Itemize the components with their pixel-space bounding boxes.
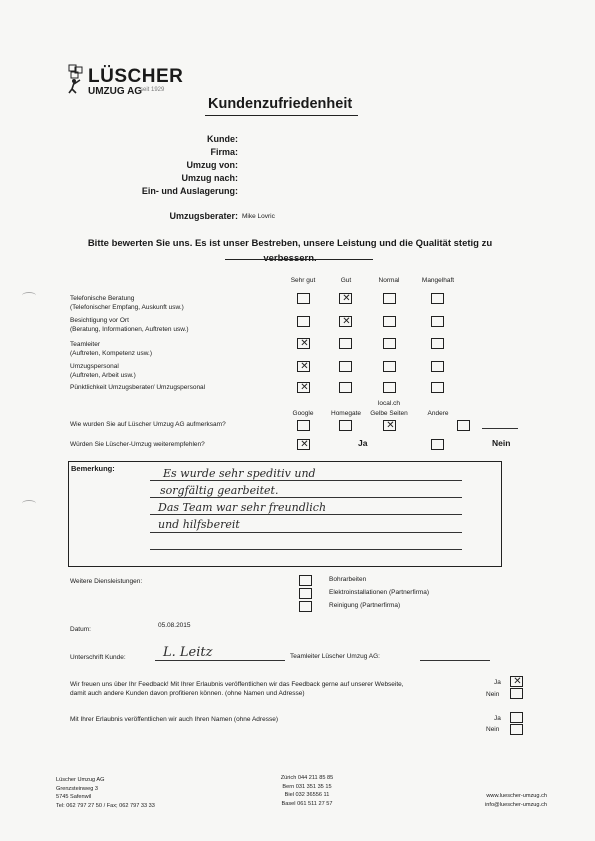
rating-checkbox[interactable] [339, 293, 352, 304]
rating-checkbox[interactable] [339, 316, 352, 327]
publish-name-yes-checkbox[interactable] [510, 712, 523, 723]
rating-row-sublabel: (Beratung, Informationen, Auftreten usw.) [70, 325, 189, 333]
remarks-text-line: Das Team war sehr freundlich [158, 501, 327, 514]
rating-row-sublabel: (Auftreten, Arbeit usw.) [70, 371, 136, 379]
footer-branch-line: Zürich 044 211 85 85 [280, 775, 334, 781]
rating-row-personal [70, 363, 136, 380]
date-label: Datum: [70, 626, 91, 633]
publish-name-yes-label: Ja [494, 715, 501, 722]
intro-underline [225, 259, 373, 260]
source-checkbox-localch[interactable] [383, 420, 396, 431]
check-mark-icon: ✕ [300, 338, 309, 349]
footer-website-link[interactable]: www.luescher-umzug.ch [486, 793, 547, 799]
remarks-text-line: Es wurde sehr speditiv und [163, 467, 316, 480]
recommend-yes-label: Ja [358, 438, 368, 448]
rating-checkbox[interactable] [383, 382, 396, 393]
service-checkbox-bohrarbeiten[interactable] [299, 575, 312, 586]
footer-address-line: Tel: 062 797 27 50 / Fax; 062 797 33 33 [56, 802, 155, 809]
remarks-line [150, 514, 462, 515]
rating-checkbox[interactable] [297, 293, 310, 304]
service-elektro: Elektroinstallationen (Partnerfirma) [329, 589, 430, 596]
signature-customer-value: L. Leitz [163, 645, 213, 660]
rating-row-puenktlichkeit [70, 384, 205, 393]
rating-checkbox[interactable] [339, 382, 352, 393]
check-mark-icon: ✕ [386, 420, 395, 431]
publish-feedback-yes-label: Ja [494, 679, 501, 686]
footer-email-link[interactable]: info@luescher-umzug.ch [485, 801, 547, 808]
field-label-kunde: Kunde: [207, 134, 238, 144]
source-option-andere: Andere [427, 410, 449, 417]
publish-name-text: Mit Ihrer Erlaubnis veröffentlichen wir auch Ihren Namen (ohne Adresse) [70, 716, 278, 723]
rating-col-sehr-gut: Sehr gut [290, 277, 316, 284]
check-mark-icon: ✕ [300, 382, 309, 393]
rating-row-label: Pünktlichkeit Umzugsberater/ Umzugspersonal [70, 384, 206, 391]
date-value: 05.08.2015 [158, 622, 191, 629]
rating-checkbox[interactable] [383, 293, 396, 304]
rating-row-teamleiter [70, 341, 152, 358]
footer-branch-line: Basel 061 511 27 57 [281, 800, 333, 807]
signature-customer-label: Unterschrift Kunde: [70, 654, 126, 661]
recommend-no-label: Nein [492, 438, 511, 448]
service-checkbox-reinigung[interactable] [299, 601, 312, 612]
rating-checkbox[interactable] [431, 382, 444, 393]
field-label-einlagerung: Ein- und Auslagerung: [141, 186, 238, 196]
rating-checkbox[interactable] [339, 361, 352, 372]
signature-teamleader-label: Teamleiter Lüscher Umzug AG: [290, 653, 380, 660]
rating-row-label: Umzugspersonal [70, 363, 119, 370]
check-mark-icon: ✕ [300, 439, 309, 450]
recommend-yes-checkbox[interactable] [297, 439, 310, 450]
rating-checkbox[interactable] [383, 338, 396, 349]
rating-checkbox[interactable] [297, 361, 310, 372]
publish-name-no-label: Nein [486, 726, 500, 733]
footer-address [56, 776, 155, 810]
check-mark-icon: ✕ [300, 361, 309, 372]
source-checkbox-andere[interactable] [457, 420, 470, 431]
field-label-umzug-von: Umzug von: [186, 160, 238, 170]
publish-feedback-text [70, 681, 404, 698]
logo-since: seit 1929 [140, 87, 165, 93]
check-mark-icon: ✕ [513, 676, 522, 687]
footer-web [455, 792, 547, 809]
source-option-homegate: Homegate [331, 410, 361, 417]
signature-teamleader-line [420, 660, 490, 661]
services-label: Weitere Diensleistungen: [70, 578, 143, 585]
rating-checkbox[interactable] [431, 293, 444, 304]
source-checkbox-homegate[interactable] [339, 420, 352, 431]
rating-row-label: Telefonische Beratung [70, 295, 135, 302]
advisor-value: Mike Lovric [242, 213, 275, 220]
intro-text: Bitte bewerten Sie uns. Es ist unser Bestreben, unsere Leistung und die Qualität stetig zu [87, 238, 493, 249]
title-underline [205, 115, 358, 116]
check-mark-icon: ✕ [342, 316, 351, 327]
publish-feedback-yes-checkbox[interactable] [510, 676, 523, 687]
publish-feedback-line: Wir freuen uns über Ihr Feedback! Mit Ihrer Erlaubnis veröffentlichen wir das Feedback gerne auf unserer Webseite, [70, 681, 404, 688]
footer-address-line: Lüscher Umzug AG [56, 777, 105, 783]
remarks-text-line: sorgfältig gearbeitet. [160, 484, 279, 497]
rating-checkbox[interactable] [339, 338, 352, 349]
rating-checkbox[interactable] [297, 338, 310, 349]
source-option-top-localch: local.ch [377, 400, 401, 407]
source-checkbox-google[interactable] [297, 420, 310, 431]
mover-figure-icon [66, 64, 88, 94]
footer-branch-line: Biel 032 36556 11 [284, 792, 330, 798]
footer-branches [262, 774, 352, 808]
footer-branch-line: Bern 031 351 35 15 [282, 783, 332, 790]
rating-row-sublabel: (Telefonischer Empfang, Auskunft usw.) [70, 303, 184, 311]
remarks-text-line: und hilfsbereit [158, 518, 240, 531]
advisor-label: Umzugsberater: [169, 211, 238, 221]
check-mark-icon: ✕ [342, 293, 351, 304]
remarks-label: Bemerkung: [71, 464, 115, 473]
rating-checkbox[interactable] [297, 382, 310, 393]
rating-row-telefon [70, 295, 184, 312]
publish-feedback-line: damit auch andere Kunden davon profitieren können. (ohne Namen und Adresse) [70, 689, 305, 697]
rating-col-mangelhaft: Mangelhaft [421, 277, 455, 284]
service-checkbox-elektro[interactable] [299, 588, 312, 599]
source-option-gelbe-seiten: Gelbe Seiten [370, 410, 408, 417]
remarks-line [150, 549, 462, 550]
punch-hole-mark [22, 500, 36, 507]
page-title: Kundenzufriedenheit [208, 96, 353, 112]
source-andere-line [482, 428, 518, 429]
footer-address-line: 5745 Safenwil [56, 794, 92, 800]
publish-feedback-no-checkbox[interactable] [510, 688, 523, 699]
rating-checkbox[interactable] [431, 338, 444, 349]
signature-customer-line [155, 660, 285, 661]
rating-checkbox[interactable] [383, 361, 396, 372]
punch-hole-mark [22, 292, 36, 299]
rating-checkbox[interactable] [383, 316, 396, 327]
source-question: Wie wurden Sie auf Lüscher Umzug AG aufmerksam? [70, 421, 226, 428]
service-reinigung: Reinigung (Partnerfirma) [329, 602, 401, 609]
rating-checkbox[interactable] [431, 361, 444, 372]
service-bohrarbeiten: Bohrarbeiten [329, 576, 367, 583]
recommend-no-checkbox[interactable] [431, 439, 444, 450]
rating-checkbox[interactable] [431, 316, 444, 327]
remarks-line [150, 532, 462, 533]
field-label-umzug-nach: Umzug nach: [181, 173, 238, 183]
rating-row-label: Besichtigung vor Ort [70, 317, 129, 324]
logo-subtitle: UMZUG AG [88, 86, 143, 97]
footer-address-line: Grenzsteinweg 3 [56, 785, 98, 792]
rating-col-gut: Gut [340, 277, 352, 284]
rating-row-sublabel: (Auftreten, Kompetenz usw.) [70, 349, 153, 357]
logo-wordmark: LÜSCHER [88, 66, 184, 87]
rating-row-besichtigung [70, 317, 189, 334]
rating-row-label: Teamleiter [70, 341, 100, 348]
publish-name-no-checkbox[interactable] [510, 724, 523, 735]
publish-feedback-no-label: Nein [486, 691, 500, 698]
remarks-line [150, 480, 462, 481]
field-label-firma: Firma: [210, 147, 238, 157]
remarks-line [150, 497, 462, 498]
rating-checkbox[interactable] [297, 316, 310, 327]
rating-col-normal: Normal [378, 277, 400, 284]
source-option-google: Google [292, 410, 314, 417]
recommend-question: Würden Sie Lüscher-Umzug weiterempfehlen? [70, 441, 205, 448]
